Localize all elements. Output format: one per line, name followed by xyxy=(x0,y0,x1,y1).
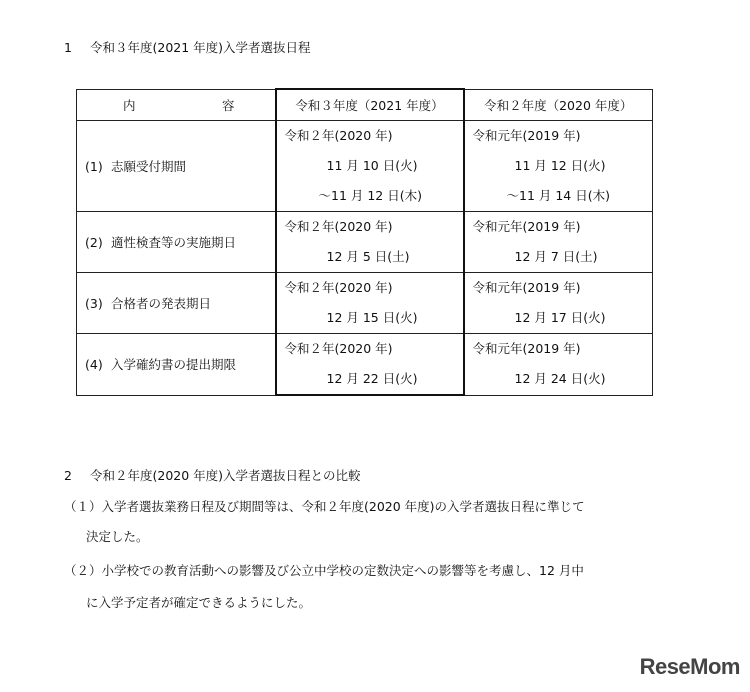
paragraph-2-line-2: に入学予定者が確定できるようにした。 xyxy=(86,595,312,610)
section-title: 令和３年度(2021 年度)入学者選抜日程 xyxy=(90,40,311,55)
header-2020: 令和２年度（2020 年度） xyxy=(464,89,653,121)
section-number: 2 xyxy=(64,468,72,483)
paragraph-2-line-1: （２）小学校での教育活動への影響及び公立中学校の定数決定への影響等を考慮し、12 月中 xyxy=(64,563,584,578)
cell-line: 令和元年(2019 年) xyxy=(472,219,581,234)
cell-line: ～11 月 14 日(木) xyxy=(506,188,610,203)
row-label xyxy=(77,273,276,334)
table-row xyxy=(77,121,653,212)
cell-2020 xyxy=(464,334,653,396)
cell-line: 令和２年(2020 年) xyxy=(284,280,393,295)
row-number: (2) xyxy=(85,235,103,250)
cell-line: 12 月 22 日(火) xyxy=(326,371,418,386)
cell-line: ～11 月 12 日(木) xyxy=(318,188,422,203)
row-label xyxy=(77,212,276,273)
paragraph-1-line-2: 決定した。 xyxy=(86,529,149,544)
cell-line: 12 月 24 日(火) xyxy=(514,371,606,387)
row-label xyxy=(77,334,276,396)
table-row xyxy=(77,273,653,334)
header-content-b: 容 xyxy=(221,97,235,113)
header-2021: 令和３年度（2021 年度） xyxy=(276,89,464,121)
table-row xyxy=(77,212,653,273)
header-content xyxy=(77,89,276,121)
section-1-heading xyxy=(64,38,311,56)
cell-line: 令和元年(2019 年) xyxy=(472,341,581,357)
row-number: (4) xyxy=(85,357,103,373)
cell-2021 xyxy=(276,273,464,334)
cell-line: 令和２年(2020 年) xyxy=(284,128,393,143)
cell-2020 xyxy=(464,273,653,334)
cell-line: 令和元年(2019 年) xyxy=(472,280,581,295)
row-label xyxy=(77,121,276,212)
section-number: 1 xyxy=(64,40,72,55)
paragraph-1-line-1: （１）入学者選抜業務日程及び期間等は、令和２年度(2020 年度)の入学者選抜日程に準じて xyxy=(64,499,585,514)
table-row xyxy=(77,334,653,396)
row-label-text: 合格者の発表期日 xyxy=(111,296,212,311)
row-number: (1) xyxy=(85,159,103,174)
cell-2021 xyxy=(276,121,464,212)
row-label-text: 志願受付期間 xyxy=(111,159,187,174)
table-header-row xyxy=(77,89,653,121)
header-content-a: 内 xyxy=(123,97,136,113)
cell-2021 xyxy=(276,334,464,396)
cell-line: 令和２年(2020 年) xyxy=(284,341,393,356)
cell-2020 xyxy=(464,121,653,212)
cell-line: 12 月 7 日(土) xyxy=(514,249,598,264)
cell-line: 12 月 17 日(火) xyxy=(514,310,606,325)
row-label-text: 適性検査等の実施期日 xyxy=(111,235,237,250)
schedule-table xyxy=(76,88,653,396)
cell-line: 11 月 10 日(火) xyxy=(326,158,418,173)
section-title: 令和２年度(2020 年度)入学者選抜日程との比較 xyxy=(90,468,361,483)
cell-line: 令和２年(2020 年) xyxy=(284,219,393,234)
row-label-text: 入学確約書の提出期限 xyxy=(111,357,237,373)
resemom-logo: ReseMom xyxy=(639,654,740,679)
cell-2021 xyxy=(276,212,464,273)
cell-2020 xyxy=(464,212,653,273)
cell-line: 12 月 15 日(火) xyxy=(326,310,418,325)
cell-line: 11 月 12 日(火) xyxy=(514,158,606,173)
cell-line: 令和元年(2019 年) xyxy=(472,128,581,143)
cell-line: 12 月 5 日(土) xyxy=(326,249,410,264)
row-number: (3) xyxy=(85,296,103,311)
section-2-heading xyxy=(64,466,361,484)
